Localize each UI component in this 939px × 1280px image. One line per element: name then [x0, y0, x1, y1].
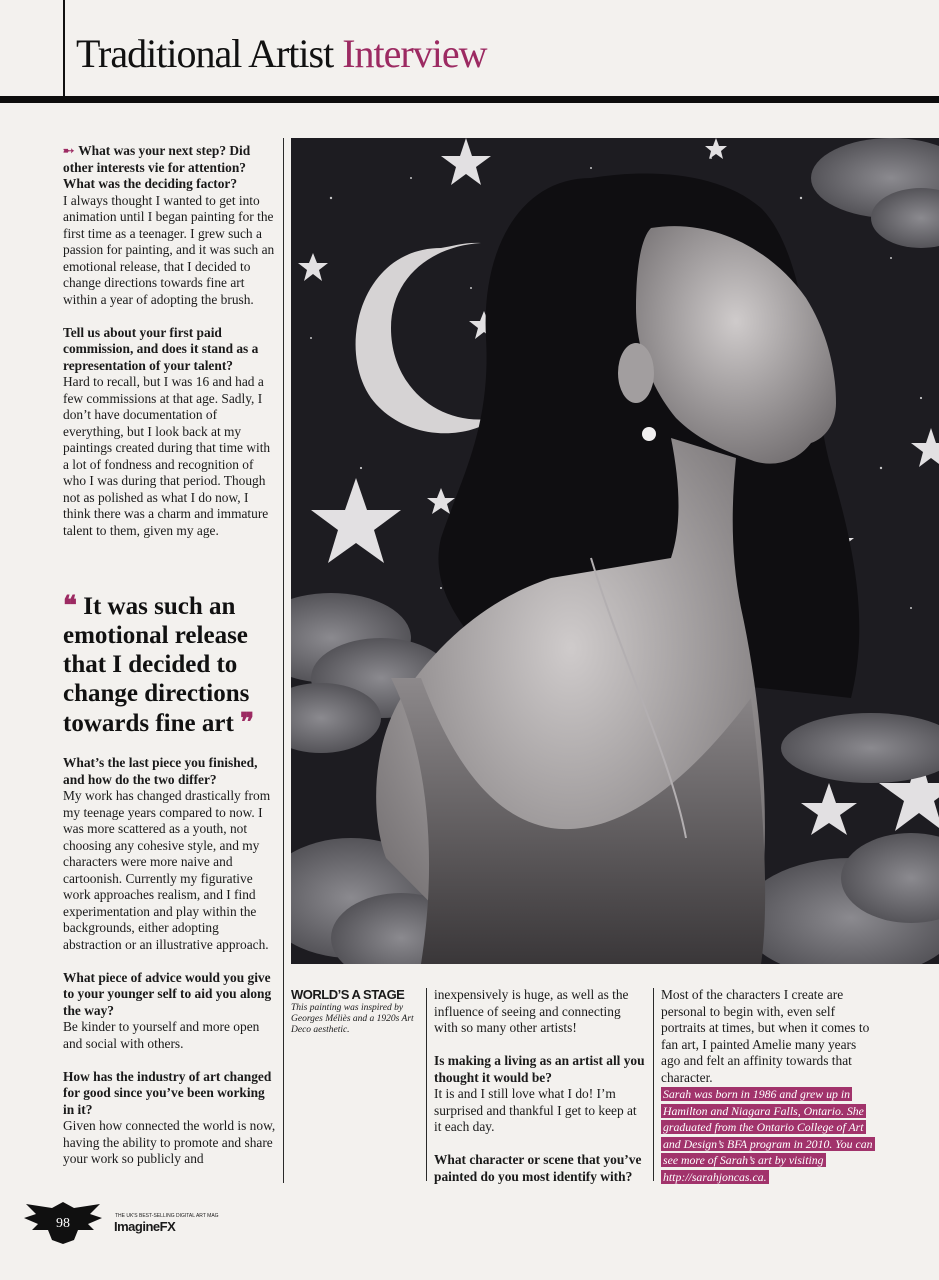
- column-1-bottom: [63, 755, 276, 1184]
- pull-quote-text: It was such an emotional release that I decided to change directions towards fine art: [63, 593, 250, 737]
- page-number: 98: [56, 1216, 70, 1231]
- brand-logo: ImagineFX: [114, 1219, 176, 1234]
- header-divider: [63, 0, 65, 98]
- brand-tagline: THE UK'S BEST-SELLING DIGITAL ART MAG: [115, 1213, 219, 1219]
- column-divider-3: [653, 988, 654, 1181]
- artist-bio: Sarah was born in 1986 and grew up in Hamilton and Niagara Falls, Ontario. She graduated from the Ontario College of Art and Design’s BFA program in 2010. You can see more of Sarah’s art by visiting http://sarahjoncas.ca.: [663, 1087, 873, 1184]
- close-quote-icon: ❞: [240, 708, 255, 737]
- page-title: [76, 30, 486, 77]
- pull-quote: [63, 591, 283, 738]
- question-next-step: ➸ What was your next step? Did other interests vie for attention? What was the deciding factor?: [63, 143, 251, 191]
- answer-advice: Be kinder to yourself and more open and social with others.: [63, 1019, 260, 1051]
- question-character: What character or scene that you’ve painted do you most identify with?: [434, 1152, 642, 1184]
- column-2: [434, 987, 646, 1202]
- column-divider-2: [426, 988, 427, 1181]
- question-industry: How has the industry of art changed for good since you’ve been working in it?: [63, 1068, 272, 1117]
- answer-next-step: I always thought I wanted to get into animation until I began painting for the first time as a teenager. I grew such a passion for painting, and it was such an emotional release, that I decided to change directions towards fine art within a year of adopting the brush.: [63, 192, 275, 307]
- open-quote-icon: ❝: [63, 591, 77, 620]
- header-rule: [0, 96, 939, 103]
- column-divider-1: [283, 138, 284, 1183]
- question-last-piece: What’s the last piece you finished, and how do the two differ?: [63, 755, 258, 787]
- answer-last-piece: My work has changed drastically from my teenage years compared to now. I was more scattered as a youth, not choosing any cohesive style, and my characters were more naive and cartoonish. Currently my figurative work approaches realism, and I find experimentation and play within the backgrounds, either adopting abstraction or an illustrative approach.: [63, 788, 271, 952]
- answer-character: Most of the characters I create are personal to begin with, even self portraits at times, but when it comes to fan art, I painted Amelie many years ago and felt an affinity towards that character.: [661, 987, 870, 1085]
- caption-text: This painting was inspired by Georges Méliès and a 1920s Art Deco aesthetic.: [291, 1003, 414, 1035]
- answer-industry: Given how connected the world is now, having the ability to promote and share your work so publicly and: [63, 1118, 276, 1166]
- ear: [618, 343, 654, 403]
- title-main: Traditional Artist: [76, 31, 334, 76]
- column-1-top: [63, 143, 276, 556]
- caption-title: WORLD’S A STAGE: [291, 987, 405, 1002]
- artwork-illustration: [291, 138, 939, 964]
- answer-industry-continued: inexpensively is huge, as well as the influence of seeing and connecting with so many other artists!: [434, 987, 629, 1035]
- title-accent: Interview: [342, 31, 487, 76]
- question-first-commission: Tell us about your first paid commission, and does it stand as a representation of your talent?: [63, 324, 259, 373]
- pearl-earring: [642, 427, 656, 441]
- answer-first-commission: Hard to recall, but I was 16 and had a few commissions at that age. Sadly, I don’t have documentation of everything, but I look back at my paintings created during that time with a lot of fondness and recognition of who I was during that period. Though not as polished as what I do now, I think there was a charm and immature talent to them, given my age.: [63, 374, 271, 538]
- column-3: [661, 987, 874, 1185]
- answer-living: It is and I still love what I do! I’m surprised and thankful I get to keep at it each day.: [434, 1086, 637, 1134]
- arrow-bullet-icon: ➸: [63, 143, 75, 158]
- question-living: Is making a living as an artist all you thought it would be?: [434, 1053, 645, 1085]
- question-advice: What piece of advice would you give to your younger self to aid you along the way?: [63, 969, 272, 1018]
